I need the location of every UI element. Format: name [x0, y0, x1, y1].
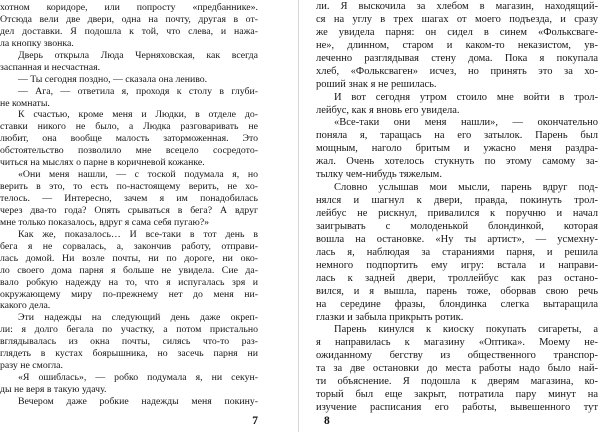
text-line: ти объяснение. Я подошла к дверям магазина, ко-	[316, 376, 598, 388]
page-number-left: 7	[252, 415, 258, 427]
text-line: на середине фразы, блондинка слегка вытаращила	[316, 298, 598, 310]
text-line: ды не веря в такую удачу.	[0, 384, 107, 395]
page-right-text	[316, 1, 598, 415]
text-line: вошла на остановке. «Ну ты артист», — усмехну-	[316, 233, 598, 245]
text-line: окружающему миру по-прежнему нет до меня ни-	[0, 288, 258, 300]
text-line: Вечером даже робкие надежды меня покину-	[18, 395, 258, 407]
text-line: ставки никого не было, а Людка разговаривать не	[0, 121, 258, 133]
text-line: ла кнопку звонка.	[0, 37, 74, 49]
text-line: ло своего дома парня я больше не увидела. Сие да-	[0, 264, 258, 276]
text-line: леченно разглядывая стену дома. Пока я покупала	[316, 52, 598, 64]
text-line: лейбус не рискнул, привалился к поручню и начал	[316, 208, 598, 219]
text-line: читься на мыслях о парне в коричневой кожанке.	[0, 157, 205, 169]
text-line: лейбус, как я вновь его увидела.	[316, 104, 460, 116]
page-gutter-divider	[298, 0, 299, 432]
text-line: И вот сегодня утром стоило мне войти в трол-	[334, 91, 598, 103]
text-line: заспанная и несчастная.	[0, 61, 101, 73]
text-line: любит, она вообще малость заторможенная. Это	[0, 133, 258, 145]
text-line: лась домой. Ни возле почты, ни по дороге, ни око-	[0, 252, 258, 264]
text-line: дел доставки. Я подошла к той, что слева, и нажа-	[0, 25, 258, 37]
text-line: изучение расписания его работы, вывешенного тут	[316, 402, 598, 414]
text-line: мощным, наголо бритым и ужасно меня раздра-	[316, 143, 598, 155]
page-left-text	[0, 2, 258, 408]
text-line: жал. Очень хотелось стукнуть по этому самому за-	[316, 156, 598, 168]
text-line: Парень кинулся к киоску покупать сигареты, а	[334, 324, 598, 336]
text-line: — Ага, — ответила я, проходя к столу в глуби-	[18, 85, 258, 97]
text-line: глазки и забыла прикрыть ротик.	[316, 311, 464, 323]
text-line: — Ты сегодня поздно, — сказала она лениво.	[18, 73, 208, 85]
page-number-right: 8	[324, 415, 330, 427]
text-line: верить в это, то есть по-настоящему верить, не хо-	[0, 181, 258, 193]
text-line: немного подпортить ему игру: встала и направи-	[316, 259, 598, 271]
text-line: тылку чем-нибудь тяжелым.	[316, 169, 442, 181]
text-line: К счастью, кроме меня и Людки, в отделе до-	[18, 109, 258, 121]
text-line: вглядывалась из окна почты, силясь что-то раз-	[0, 336, 258, 348]
text-line: Дверь открыла Люда Черняховская, как всегда	[18, 49, 258, 61]
text-line: разу не смогла.	[0, 360, 63, 372]
text-line: не», длинном, старом и каком-то неказистом, ув-	[316, 39, 598, 51]
text-line: хлеб, «Фольксваген» исчез, но принять это за хо-	[316, 65, 598, 77]
text-line: Словно услышав мои мысли, парень вдруг под-	[334, 182, 598, 194]
text-line: Отсюда вели две двери, одна на почту, другая в от-	[0, 13, 258, 25]
text-line: «Все-таки они меня нашли», — окончательно	[334, 117, 598, 129]
text-line: глядеть в кустах боярышника, но засечь парня ни	[0, 348, 258, 360]
text-line: бега я не сорвалась, а, закончив работу, отправи-	[0, 240, 258, 252]
text-line: торый был еще закрыт, потратила пару минут на	[316, 389, 598, 401]
text-line: ся на углу в трех шагах от моего подъезда, и сразу	[316, 13, 598, 25]
text-line: Как же, показалось… И все-таки в тот день в	[18, 228, 258, 240]
text-line: «Я ошиблась», — робко подумала я, ни секун-	[18, 372, 258, 384]
text-line: лась я, наблюдая за стараниями парня, и решила	[316, 246, 598, 258]
text-line: роший знак я не решилась.	[316, 78, 437, 90]
text-line: ли: я долго бегала по участку, а потом пристально	[0, 324, 258, 336]
text-line: через два-то года? Опять срываться в бега? А вдруг	[0, 204, 258, 216]
text-line: мне только показалось, вдруг я сама себя пугаю?»	[0, 216, 210, 228]
text-line: какого дела.	[0, 300, 51, 312]
text-line: же увидела парня: он сидел в синем «Фольксваге-	[316, 26, 598, 38]
text-line: Эти надежды на следующий день даже окреп-	[18, 312, 258, 324]
text-line: вился, и я вышла, парень тоже, оборвав свою речь	[316, 285, 598, 297]
text-line: хотном коридоре, или попросту «предбаннике».	[0, 2, 258, 13]
text-line: нялся и шагнул к двери, правда, покинуть трол-	[316, 195, 598, 207]
text-line: та за две остановки до места работы надо было най-	[316, 363, 598, 375]
text-line: ожиданному бегству из общественного транспор-	[316, 350, 598, 362]
text-line: не комнаты.	[0, 97, 50, 109]
text-line: я направилась к магазину «Оптика». Моему не-	[316, 337, 598, 349]
text-line: обстоятельство позволило мне всецело сосредото-	[0, 145, 258, 157]
text-line: вало робкую надежду на то, что я испугалась зря и	[0, 276, 258, 288]
text-line: «Они меня нашли, — с тоской подумала я, но	[18, 169, 258, 181]
text-line: заигрывать с молоденькой блондинкой, которая	[316, 220, 598, 232]
text-line: лась к задней двери, троллейбус как раз остано-	[316, 272, 598, 284]
text-line: поняла я, таращась на его затылок. Парень был	[316, 130, 598, 142]
text-line: телось. — Интересно, зачем я им понадобилась	[0, 193, 258, 204]
text-line: ли. Я выскочила за хлебом в магазин, находящий-	[316, 1, 598, 12]
